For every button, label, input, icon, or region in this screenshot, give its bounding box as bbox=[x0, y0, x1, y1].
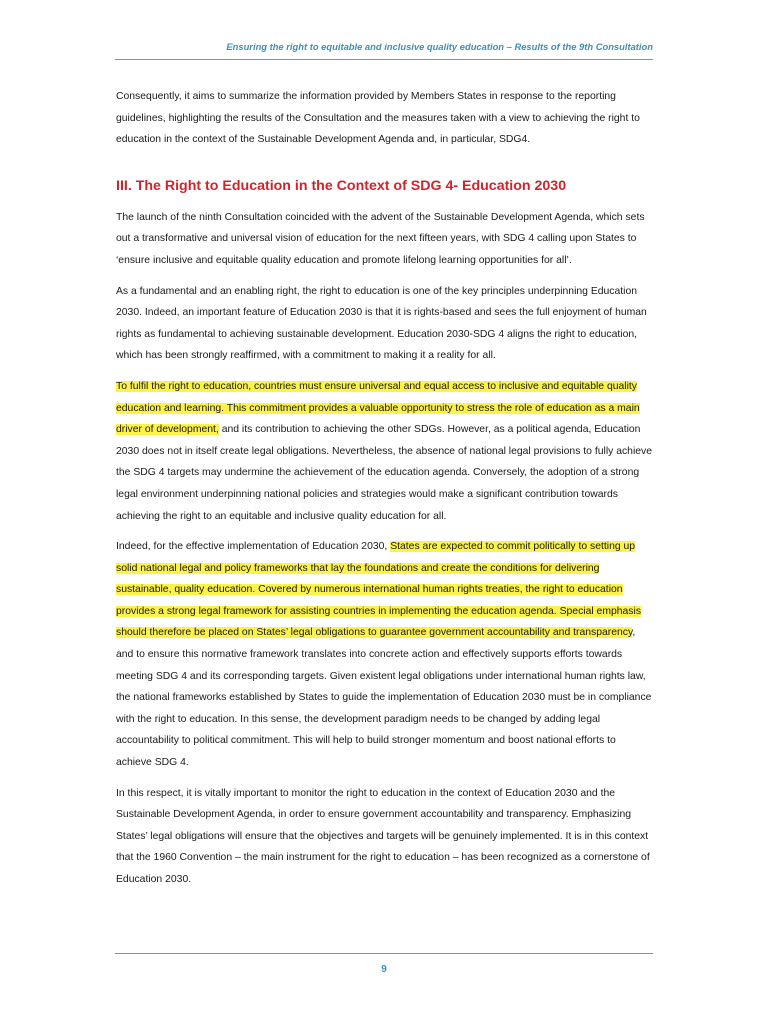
header-divider bbox=[115, 59, 653, 60]
paragraph-monitoring: In this respect, it is vitally important to monitor the right to education in the context of Education 2030 and the Sustainable Development Agenda, in order to ensure government accountability and transparency. Emphasizing States’ legal obligations will ensure that the objectives and targets will be genuinely implemented. It is in this context that the 1960 Convention – the main instrument for the right to education – has been recognized as a cornerstone of Education 2030. bbox=[116, 787, 650, 885]
footer-divider bbox=[115, 953, 653, 954]
page-number: 9 bbox=[381, 964, 387, 975]
highlighted-text: States are expected to commit politically to setting up solid national legal and policy frameworks that lay the foundations and create the conditions for delivering sustainable, quality education. Covered by numerous international human rights treaties, the right to education provides a strong legal framework for assisting countries in implementing the education agenda. Special emphasis should therefore be placed on States’ legal obligations to guarantee government accountability and transparency bbox=[116, 541, 642, 639]
section-heading: III. The Right to Education in the Context of SDG 4- Education 2030 bbox=[116, 177, 567, 194]
paragraph-launch: The launch of the ninth Consultation coincided with the advent of the Sustainable Development Agenda, which sets out a transformative and universal vision of education for the next fifteen years, with SDG 4 calling upon States to ‘ensure inclusive and equitable quality education and promote lifelong learning opportunities for all’. bbox=[116, 211, 645, 266]
paragraph-text: Indeed, for the effective implementation of Education 2030, bbox=[116, 541, 391, 553]
paragraph-fulfil-right bbox=[116, 376, 653, 527]
highlighted-text: To fulfil the right to education, countries must ensure universal and equal access to inclusive and equitable quality education and learning. This commitment provides a valuable opportunity to stress the role of education as a main driver of development, bbox=[116, 380, 640, 436]
paragraph-fundamental-right: As a fundamental and an enabling right, the right to education is one of the key principles underpinning Education 2030. Indeed, an important feature of Education 2030 is that it is rights-based and sees the full enjoyment of human rights as fundamental to achieving sustainable development. Education 2030-SDG 4 aligns the right to education, which has been strongly reaffirmed, with a commitment to making it a reality for all. bbox=[116, 285, 647, 362]
running-header: Ensuring the right to equitable and inclusive quality education – Results of the 9th Consultation bbox=[226, 41, 653, 52]
page-body bbox=[116, 86, 653, 900]
paragraph-text: and its contribution to achieving the other SDGs. However, as a political agenda, Education 2030 does not in itself create legal obligations. Nevertheless, the absence of national legal provisions to fully achieve the SDG 4 targets may undermine the achievement of the education agenda. Conversely, the adoption of a strong legal environment underpinning national policies and strategies would make a significant contribution towards achieving the right to an equitable and inclusive quality education for all. bbox=[116, 424, 653, 522]
paragraph-intro: Consequently, it aims to summarize the information provided by Members States in response to the reporting guidelines, highlighting the results of the Consultation and the measures taken with a view to achieving the right to education in the context of the Sustainable Development Agenda and, in particular, SDG4. bbox=[116, 91, 640, 146]
paragraph-implementation bbox=[116, 536, 653, 774]
paragraph-text: , and to ensure this normative framework translates into concrete action and effectively supports efforts towards meeting SDG 4 and its corresponding targets. Given existent legal obligations under international human rights law, the national frameworks established by States to guide the implementation of Education 2030 must be in compliance with the right to education. In this sense, the development paradigm needs to be changed by adding legal accountability to political commitment. This will help to build stronger momentum and boost national efforts to achieve SDG 4. bbox=[116, 627, 652, 769]
